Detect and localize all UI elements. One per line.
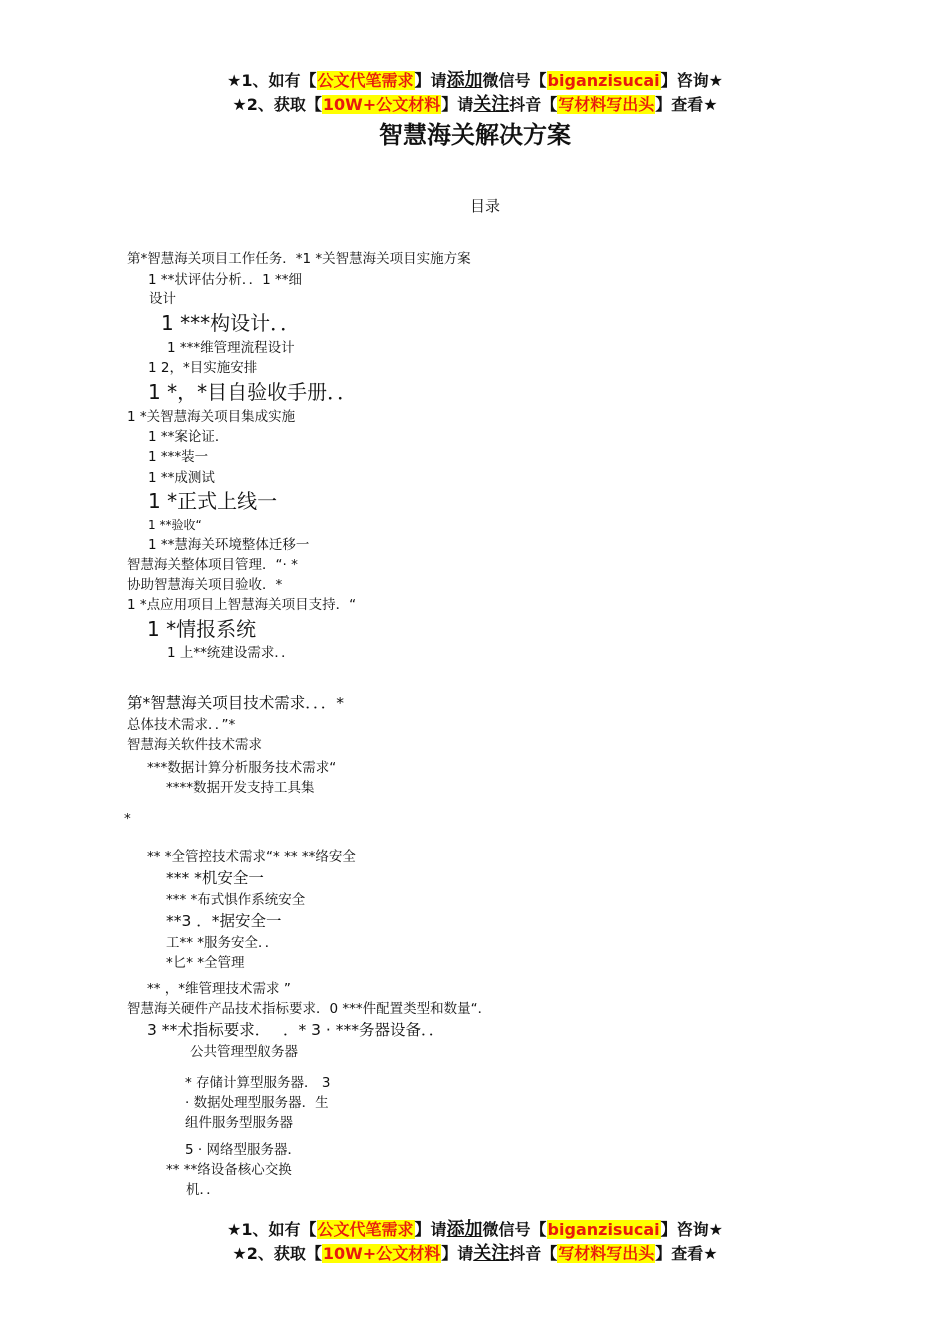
toc-line: 智慧海关整体项目管理．“· *: [127, 557, 298, 573]
toc-line: 组件服务型服务器: [185, 1115, 293, 1131]
banner-highlight: 写材料写出头: [558, 1244, 655, 1263]
toc-line: **3 ．*据安全一: [166, 912, 282, 930]
toc-line: *** *机安全一: [166, 869, 264, 887]
toc-line: 智慧海关硬件产品技术指标要求．0 ***件配置类型和数量“．: [127, 1001, 492, 1017]
toc-line: 1 上**统建设需求．．: [167, 645, 295, 661]
toc-line: 3 **术指标要求． ．* 3 · ***务器设备．．: [147, 1021, 445, 1039]
banner-text: 】咨询★: [660, 71, 723, 90]
document-title: 智慧海关解决方案: [379, 121, 571, 149]
banner-text: 微信号【: [482, 1220, 547, 1239]
toc-line: 1 **案论证．: [148, 429, 229, 445]
toc-line: 1 **状评估分析．．1 **细: [148, 272, 303, 288]
banner-text: 】咨询★: [660, 1220, 723, 1239]
toc-line: *匕* *全管理: [166, 955, 245, 971]
banner-text: ★1、如有【: [227, 1220, 317, 1239]
toc-line: ****数据开发支持工具集: [166, 780, 315, 796]
banner-text: 】请: [441, 1244, 474, 1263]
toc-line: 1 *情报系统: [147, 617, 257, 641]
banner-text: ★1、如有【: [227, 71, 317, 90]
banner-highlight: 写材料写出头: [558, 95, 655, 114]
toc-line: 第*智慧海关项目技术需求．．．*: [127, 694, 345, 712]
banner-wechat-id: biganzisucai: [547, 1220, 660, 1239]
toc-line: 1 ***维管理流程设计: [167, 340, 295, 356]
banner-text: 抖音【: [509, 1244, 558, 1263]
toc-line: ***数据计算分析服务技术需求“: [147, 760, 337, 776]
toc-line: 1 *点应用项目上智慧海关项目支持．“: [127, 597, 357, 613]
toc-line: 协助智慧海关项目验收．*: [127, 577, 283, 593]
banner-text: 微信号【: [482, 71, 547, 90]
banner-highlight: 10W+公文材料: [322, 95, 441, 114]
banner-wechat-id: biganzisucai: [547, 71, 660, 90]
banner-text: ★2、获取【: [232, 1244, 322, 1263]
toc-heading: 目录: [469, 197, 500, 215]
toc-line: ** **络设备核心交换: [166, 1162, 292, 1178]
toc-line: 1 ***构设计．．: [161, 311, 301, 335]
banner-text: 抖音【: [509, 95, 558, 114]
promo-banner-bottom-line2: [0, 1243, 950, 1265]
toc-line: 1 **成测试: [148, 470, 215, 486]
toc-line: 1 2，*目实施安排: [148, 360, 258, 376]
banner-text: ★2、获取【: [232, 95, 322, 114]
toc-line: 总体技术需求．．”*: [127, 717, 236, 733]
toc-line: 公共管理型舣务器: [190, 1044, 298, 1060]
toc-line: * 存储计算型服务器． 3: [185, 1075, 331, 1091]
toc-line: ** ，*维管理技术需求 ”: [147, 981, 291, 997]
toc-line: 1 *关智慧海关项目集成实施: [127, 409, 296, 425]
promo-banner-top-line1: [0, 70, 950, 92]
toc-line: 第*智慧海关项目工作任务．*1 *关智慧海关项目实施方案: [127, 251, 471, 267]
promo-banner-bottom-line1: [0, 1219, 950, 1241]
toc-line: 设计: [149, 291, 176, 307]
toc-line: 1 *，*目自验收手册．．: [148, 380, 358, 404]
toc-line: *** *布式惧作系统安全: [166, 892, 306, 908]
banner-text: 】请: [414, 71, 447, 90]
banner-underline: 添加: [446, 70, 483, 91]
toc-line: 1 *正式上线一: [148, 489, 278, 513]
banner-highlight: 公文代笔需求: [317, 1220, 414, 1239]
toc-line: 智慧海关软件技术需求: [127, 737, 262, 753]
toc-line: 1 **慧海关环境整体迁移一: [148, 537, 310, 553]
toc-line: ** *全管控技术需求“* ** **络安全: [147, 849, 356, 865]
banner-underline: 关注: [473, 1243, 510, 1264]
toc-line: 1 ***装一: [148, 449, 209, 465]
banner-text: 】查看★: [655, 1244, 718, 1263]
banner-underline: 关注: [473, 94, 510, 115]
toc-line: 工** *服务安全．．: [166, 935, 279, 951]
promo-banner-top-line2: [0, 94, 950, 116]
toc-line: *: [124, 811, 131, 827]
banner-highlight: 公文代笔需求: [317, 71, 414, 90]
toc-line: 机．．: [186, 1182, 220, 1198]
toc-line: · 数据处理型服务器．生: [185, 1095, 329, 1111]
banner-underline: 添加: [446, 1219, 483, 1240]
banner-text: 】请: [414, 1220, 447, 1239]
banner-highlight: 10W+公文材料: [322, 1244, 441, 1263]
banner-text: 】查看★: [655, 95, 718, 114]
banner-text: 】请: [441, 95, 474, 114]
toc-line: 1 **验收“: [148, 518, 202, 532]
toc-line: 5 · 网络型服务器．: [185, 1142, 301, 1158]
